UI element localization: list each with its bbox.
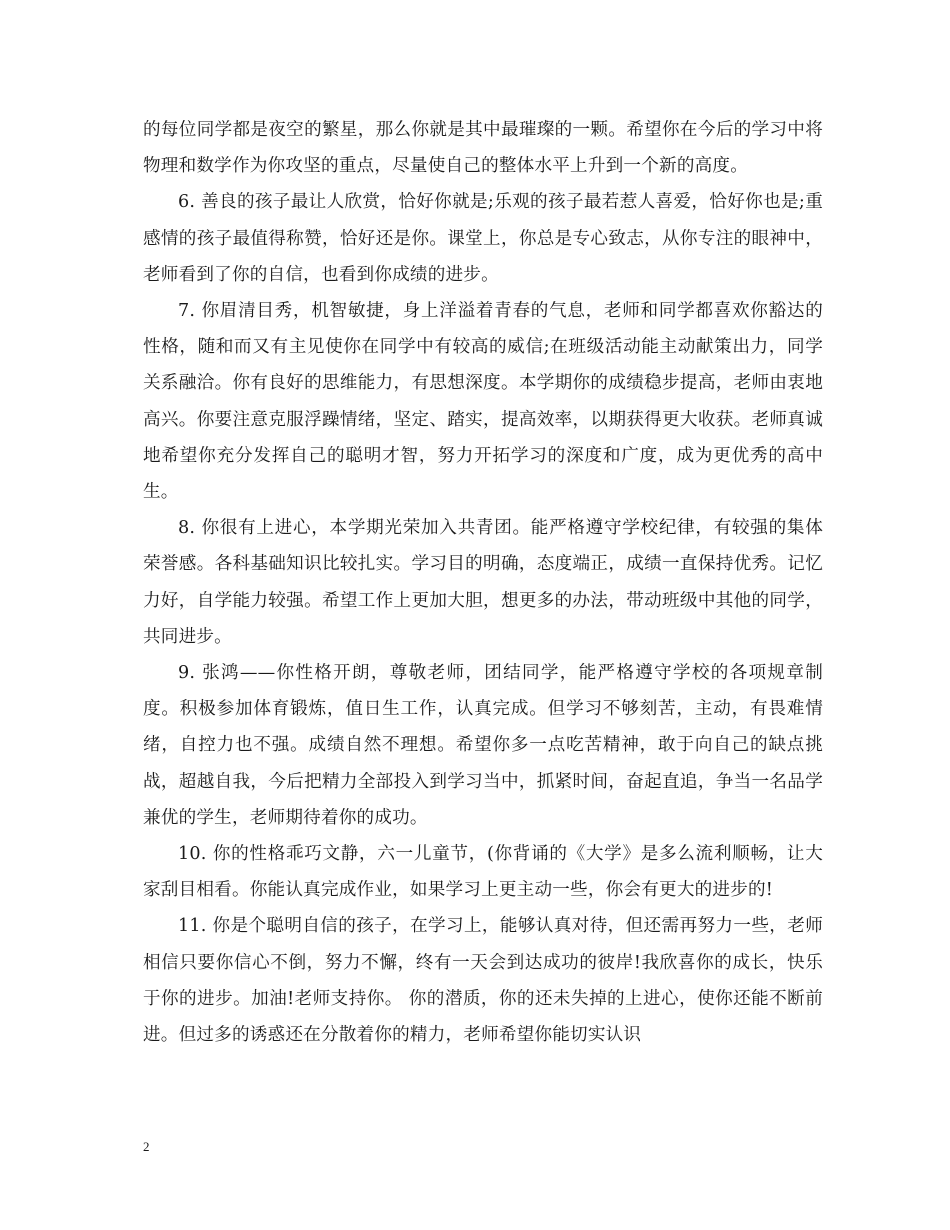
- paragraph-item-9: 9. 张鸿——你性格开朗，尊敬老师，团结同学，能严格遵守学校的各项规章制度。积极参加体育锻炼，值日生工作，认真完成。但学习不够刻苦，主动，有畏难情绪，自控力也不强。成绩自然不理想。希望你多一点吃苦精神，敢于向自己的缺点挑战，超越自我，今后把精力全部投入到学习当中，抓紧时间，奋起直追，争当一名品学兼优的学生，老师期待着你的成功。: [143, 663, 823, 828]
- paragraph-item-6: 6. 善良的孩子最让人欣赏，恰好你就是;乐观的孩子最若惹人喜爱，恰好你也是;重感情的孩子最值得称赞，恰好还是你。课堂上，你总是专心致志，从你专注的眼神中，老师看到了你的自信，也看到你成绩的进步。: [143, 192, 823, 285]
- paragraph-item-8: 8. 你很有上进心，本学期光荣加入共青团。能严格遵守学校纪律，有较强的集体荣誉感。各科基础知识比较扎实。学习目的明确，态度端正，成绩一直保持优秀。记忆力好，自学能力较强。希望工作上更加大胆，想更多的办法，带动班级中其他的同学，共同进步。: [143, 518, 823, 647]
- page-number: 2: [143, 1139, 150, 1154]
- paragraph-item-7: 7. 你眉清目秀，机智敏捷，身上洋溢着青春的气息，老师和同学都喜欢你豁达的性格，随和而又有主见使你在同学中有较高的威信;在班级活动能主动献策出力，同学关系融洽。你有良好的思维能力，有思想深度。本学期你的成绩稳步提高，老师由衷地高兴。你要注意克服浮躁情绪，坚定、踏实，提高效率，以期获得更大收获。老师真诚地希望你充分发挥自己的聪明才智，努力开拓学习的深度和广度，成为更优秀的高中生。: [143, 301, 823, 503]
- paragraph-continuation: 的每位同学都是夜空的繁星，那么你就是其中最璀璨的一颗。希望你在今后的学习中将物理和数学作为你攻坚的重点，尽量使自己的整体水平上升到一个新的高度。: [143, 120, 823, 177]
- paragraph-item-11: 11. 你是个聪明自信的孩子，在学习上，能够认真对待，但还需再努力一些，老师相信只要你信心不倒，努力不懈，终有一天会到达成功的彼岸!我欣喜你的成长，快乐于你的进步。加油!老师支持你。 你的潜质，你的还未失掉的上进心，使你还能不断前进。但过多的诱惑还在分散着你的精力，老师希望你能切实认识: [143, 916, 823, 1046]
- paragraph-item-10: 10. 你的性格乖巧文静，六一儿童节，(你背诵的《大学》是多么流利顺畅，让大家刮目相看。你能认真完成作业，如果学习上更主动一些，你会有更大的进步的!: [143, 844, 823, 901]
- document-body: [143, 112, 823, 1053]
